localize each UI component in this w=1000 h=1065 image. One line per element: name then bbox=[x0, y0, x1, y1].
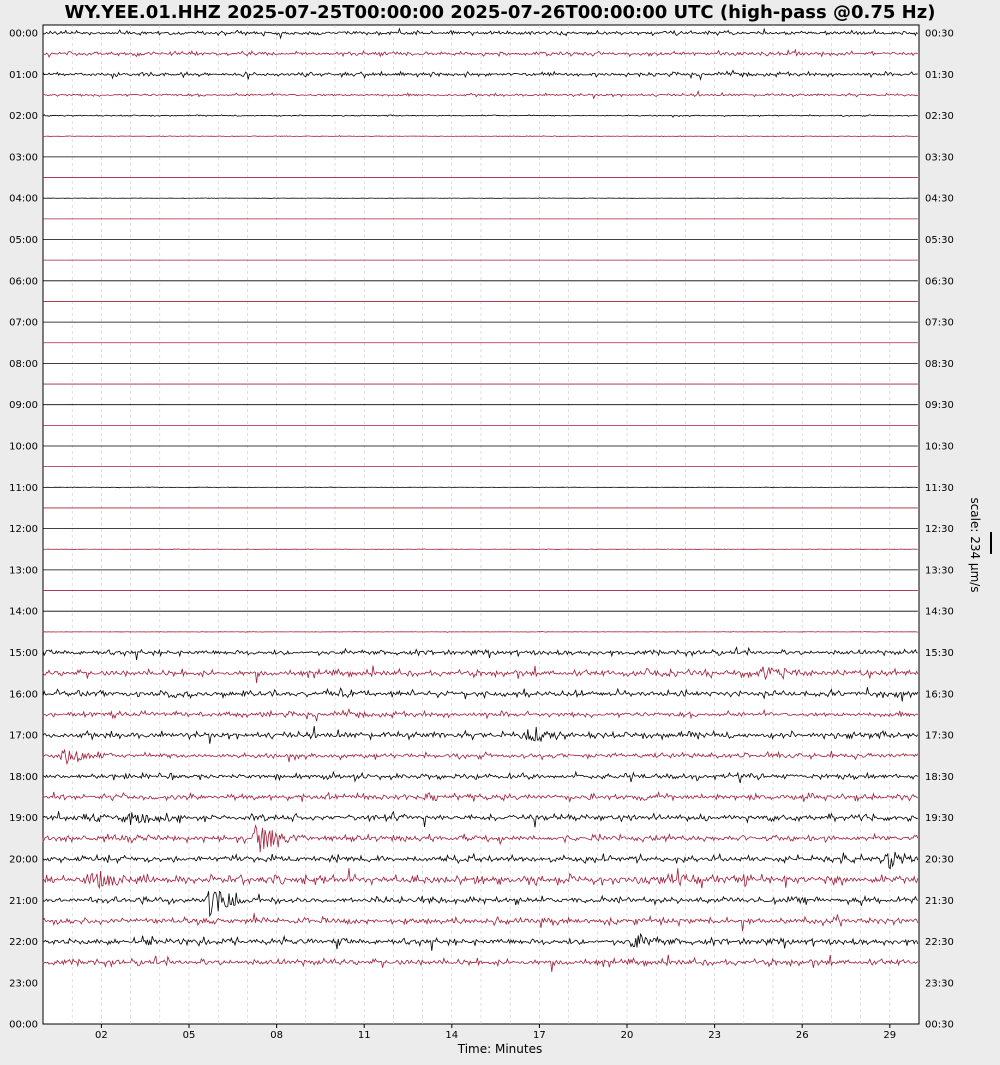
right-time-label: 06:30 bbox=[925, 276, 954, 288]
left-time-label: 06:00 bbox=[9, 276, 38, 288]
left-time-label: 14:00 bbox=[9, 606, 38, 618]
left-time-label: 18:00 bbox=[9, 771, 38, 783]
right-time-label: 13:30 bbox=[925, 565, 954, 577]
right-time-label: 23:30 bbox=[925, 978, 954, 990]
chart-title: WY.YEE.01.HHZ 2025-07-25T00:00:00 2025-07-26T00:00:00 UTC (high-pass @0.75 Hz) bbox=[64, 2, 936, 23]
right-time-label: 08:30 bbox=[925, 358, 954, 370]
x-tick-label: 02 bbox=[95, 1030, 108, 1041]
right-time-label: 22:30 bbox=[925, 937, 954, 949]
left-time-label: 17:00 bbox=[9, 730, 38, 742]
right-time-label: 19:30 bbox=[925, 813, 954, 825]
left-time-label: 04:00 bbox=[9, 193, 38, 205]
right-time-label: 12:30 bbox=[925, 524, 954, 536]
right-time-label: 09:30 bbox=[925, 400, 954, 412]
x-tick-label: 08 bbox=[270, 1030, 283, 1041]
x-tick-label: 11 bbox=[357, 1030, 371, 1041]
scale-label: scale: 234 μm/s bbox=[968, 497, 982, 593]
right-time-label: 00:30 bbox=[925, 28, 954, 40]
left-time-label: 21:00 bbox=[9, 895, 38, 907]
left-time-label: 22:00 bbox=[9, 937, 38, 949]
right-time-label: 18:30 bbox=[925, 771, 954, 783]
right-time-label: 10:30 bbox=[925, 441, 954, 453]
left-time-label: 08:00 bbox=[9, 358, 38, 370]
left-time-label: 20:00 bbox=[9, 854, 38, 866]
right-time-label: 15:30 bbox=[925, 648, 954, 659]
left-time-label: 11:00 bbox=[9, 482, 38, 494]
left-time-label: 00:00 bbox=[9, 1019, 38, 1031]
right-time-label: 05:30 bbox=[925, 235, 954, 246]
left-time-label: 02:00 bbox=[9, 111, 38, 123]
x-tick-label: 20 bbox=[620, 1030, 634, 1041]
right-time-label: 03:30 bbox=[925, 152, 954, 164]
left-time-label: 01:00 bbox=[9, 69, 38, 81]
left-time-label: 16:00 bbox=[9, 689, 38, 701]
right-time-label: 07:30 bbox=[925, 317, 954, 329]
right-time-label: 04:30 bbox=[925, 193, 954, 205]
left-time-labels bbox=[9, 29, 38, 1031]
right-time-labels bbox=[925, 29, 954, 1031]
left-time-label: 09:00 bbox=[9, 400, 38, 412]
x-tick-label: 23 bbox=[708, 1030, 721, 1041]
right-time-label: 02:30 bbox=[925, 111, 954, 123]
left-time-label: 13:00 bbox=[9, 565, 38, 577]
left-time-label: 00:00 bbox=[9, 28, 38, 40]
left-time-label: 10:00 bbox=[9, 441, 38, 453]
x-axis-ticks bbox=[95, 1024, 896, 1041]
x-tick-label: 29 bbox=[883, 1030, 897, 1041]
right-time-label: 00:30 bbox=[925, 1019, 954, 1031]
seismic-trace bbox=[43, 549, 918, 550]
left-time-label: 03:00 bbox=[9, 152, 38, 164]
left-time-label: 07:00 bbox=[9, 317, 38, 329]
x-axis-label: Time: Minutes bbox=[457, 1042, 543, 1056]
x-tick-label: 26 bbox=[795, 1030, 809, 1041]
left-time-label: 05:00 bbox=[9, 235, 38, 246]
right-time-label: 17:30 bbox=[925, 730, 954, 742]
left-time-label: 12:00 bbox=[9, 524, 38, 536]
right-time-label: 20:30 bbox=[925, 854, 954, 866]
right-time-label: 16:30 bbox=[925, 689, 954, 701]
left-time-label: 19:00 bbox=[9, 813, 38, 825]
right-time-label: 21:30 bbox=[925, 895, 954, 907]
left-time-label: 23:00 bbox=[9, 978, 38, 990]
right-time-label: 11:30 bbox=[925, 482, 954, 494]
left-time-label: 15:00 bbox=[9, 648, 38, 659]
x-tick-label: 17 bbox=[533, 1030, 546, 1041]
right-time-label: 01:30 bbox=[925, 69, 954, 81]
x-tick-label: 05 bbox=[182, 1030, 196, 1041]
x-tick-label: 14 bbox=[445, 1030, 459, 1041]
right-time-label: 14:30 bbox=[925, 606, 954, 618]
